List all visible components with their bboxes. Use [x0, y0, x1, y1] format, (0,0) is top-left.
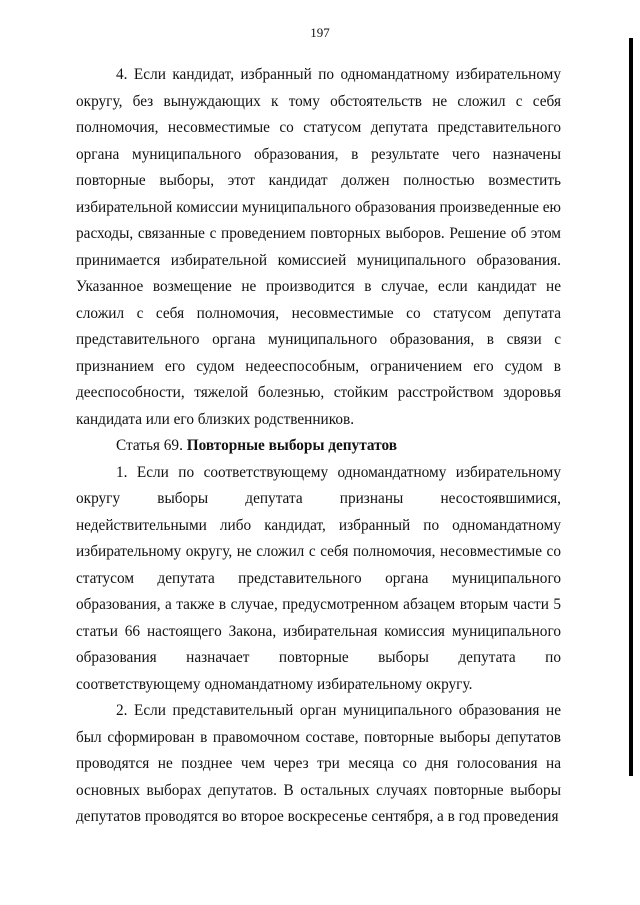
page-number: 197 [310, 25, 330, 40]
article-label: Статья 69. [116, 437, 183, 454]
paragraph-4: 4. Если кандидат, избранный по одномандатному избирательному округу, без вынуждающих к тому обстоятельств не сложил с себя полномочия, несовместимые со статусом депутата представительного органа муниципального образования, в результате чего назначены повторные выборы, этот кандидат должен полностью возместить избирательной комиссии муниципального образования произведенные ею расходы, связанные с проведением повторных выборов. Решение об этом принимается избирательной комиссией муниципального образования. Указанное возмещение не производится в случае, если кандидат не сложил с себя полномочия, несовместимые со статусом депутата представительного органа муниципального образования, в связи с признанием его судом недееспособным, ограничением его судом в дееспособности, тяжелой болезнью, стойким расстройством здоровья кандидата или его близких родственников. [76, 66, 561, 428]
article-title: Повторные выборы депутатов [186, 437, 397, 454]
article-paragraph-1: 1. Если по соответствующему одномандатному избирательному округу выборы депутата признаны несостоявшимися, недействительными либо кандидат, избранный по одномандатному избирательному округу, не сложил с себя полномочия, несовместимые со статусом депутата представительного органа муниципального образования, а также в случае, предусмотренном абзацем вторым части 5 статьи 66 настоящего Закона, избирательная комиссия муниципального образования назначает повторные выборы депутата по соответствующему одномандатному избирательному округу. [76, 463, 561, 693]
article-paragraph-2: 2. Если представительный орган муниципального образования не был сформирован в правомочном составе, повторные выборы депутатов проводятся не позднее чем через три месяца со дня голосования на основных выборах депутатов. В остальных случаях повторные выборы депутатов проводятся во второе воскресенье сентября, а в год проведения [76, 702, 561, 825]
document-body [76, 62, 561, 831]
margin-rule [629, 38, 633, 776]
article-heading [76, 433, 561, 460]
